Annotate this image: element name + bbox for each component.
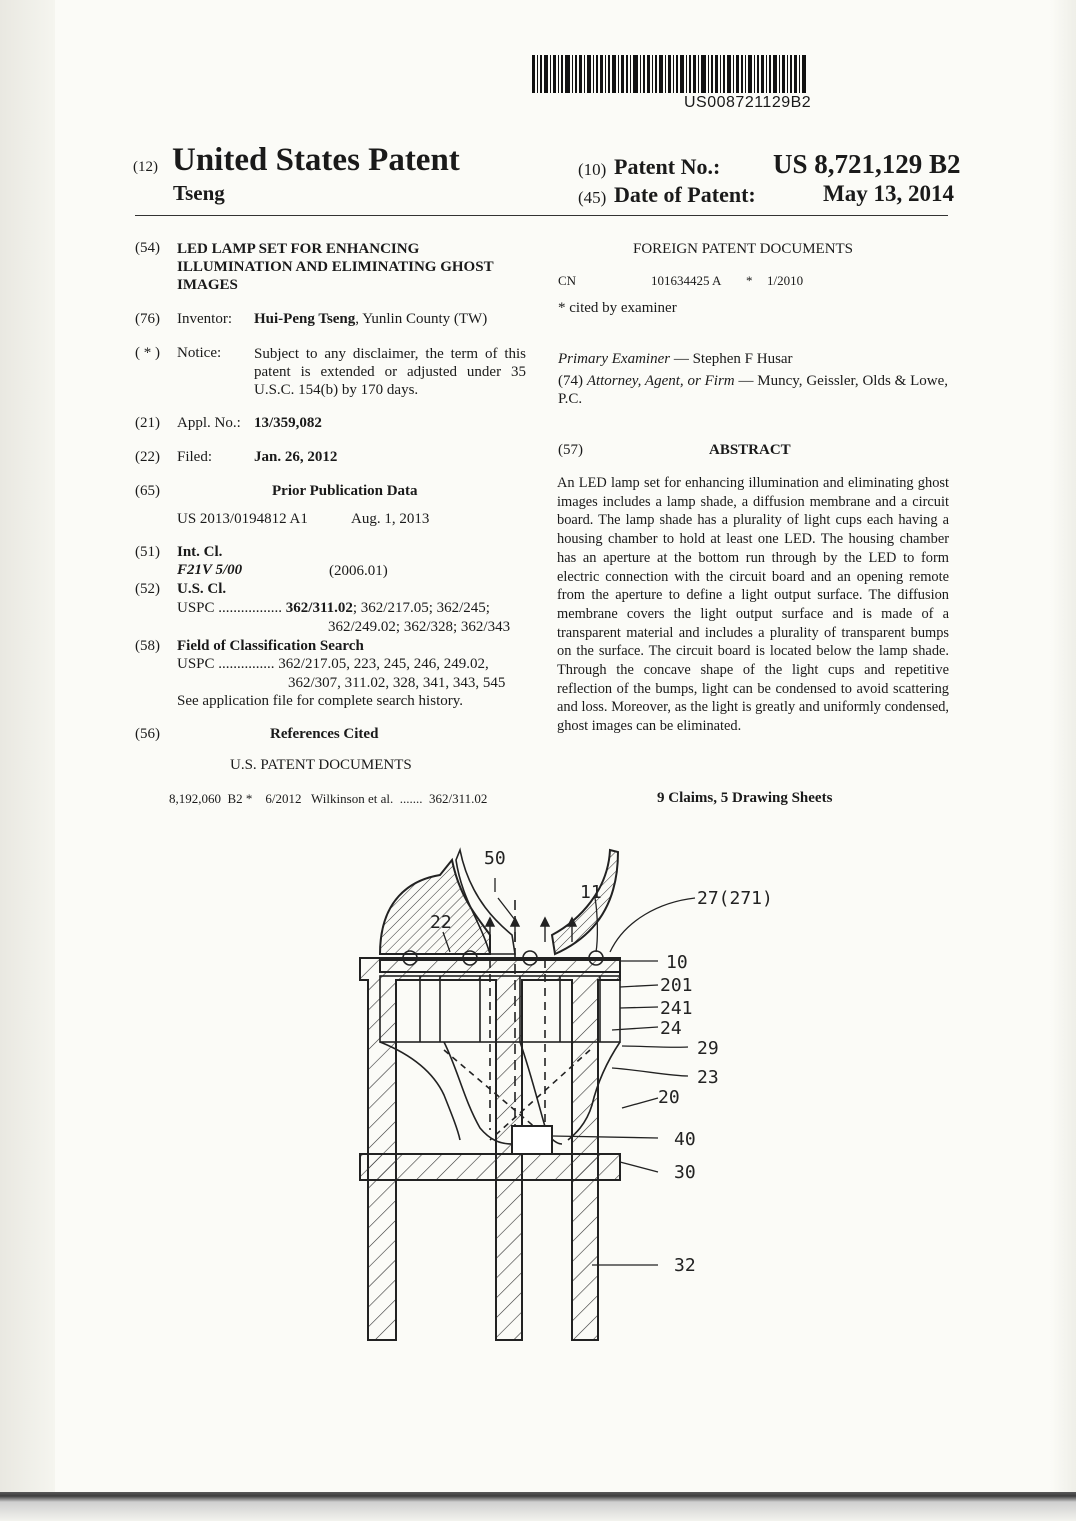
foreign-star: * (746, 273, 753, 288)
inventor-location: , Yunlin County (TW) (355, 311, 488, 327)
field-search-label: Field of Classification Search (177, 638, 364, 654)
filed-label: Filed: (177, 449, 213, 465)
invention-title: LED LAMP SET FOR ENHANCING ILLUMINATION AND ELIMINATING GHOST IMAGES (177, 241, 494, 293)
led (512, 1126, 552, 1154)
appl-no-label: Appl. No.: (177, 415, 241, 431)
attorney-code: (74) (558, 373, 583, 389)
code-56: (56) (135, 726, 160, 742)
prior-publication-date: Aug. 1, 2013 (351, 511, 430, 527)
patent-no-label: Patent No.: (614, 154, 721, 179)
page-right-edge (1050, 0, 1076, 1521)
field-search-note: See application file for complete search history. (177, 693, 464, 709)
field-search-classes-1: 362/217.05, 223, 245, 246, 249.02, (278, 656, 489, 672)
us-cl-uspc: USPC (177, 600, 215, 616)
barcode (532, 55, 948, 93)
code-76: (76) (135, 311, 160, 327)
field-search-classes-2: 362/307, 311.02, 328, 341, 343, 545 (288, 675, 506, 691)
code-65: (65) (135, 483, 160, 499)
claims-summary: 9 Claims, 5 Drawing Sheets (657, 790, 833, 806)
attorney-name: — Muncy, Geissler, Olds & Lowe, P.C. (558, 373, 948, 407)
filed-date: Jan. 26, 2012 (254, 449, 338, 465)
prior-publication-number: US 2013/0194812 A1 (177, 511, 308, 527)
reference-row: 8,192,060 B2 * 6/2012 Wilkinson et al. ....... 362/311.02 (169, 791, 488, 806)
code-52: (52) (135, 581, 160, 597)
code-57: (57) (558, 442, 583, 458)
page-bottom-edge (0, 1492, 1076, 1521)
us-cl-rest-2: 362/249.02; 362/328; 362/343 (328, 619, 511, 635)
us-patent-docs-heading: U.S. PATENT DOCUMENTS (230, 757, 412, 773)
patent-number: US 8,721,129 B2 (773, 149, 961, 179)
notice-label: Notice: (177, 345, 222, 361)
prior-publication-heading: Prior Publication Data (272, 483, 418, 499)
field-search-dots: ............... (218, 656, 275, 672)
us-cl-rest-1: ; 362/217.05; 362/245; (352, 600, 490, 616)
circuit-board (360, 1154, 620, 1180)
code-58: (58) (135, 638, 160, 654)
int-cl-class: F21V 5/00 (177, 562, 243, 578)
us-cl-dots: ................. (218, 600, 283, 616)
date-label: Date of Patent: (614, 182, 756, 207)
examiner-name: — Stephen F Husar (670, 351, 793, 367)
notice-code: ( * ) (135, 345, 160, 361)
code-10: (10) (578, 160, 607, 179)
code-54: (54) (135, 240, 160, 256)
patent-date: May 13, 2014 (823, 181, 954, 206)
label-32: 32 (674, 1255, 696, 1276)
patent-figure (340, 840, 800, 1350)
document-title: United States Patent (172, 142, 460, 178)
foreign-country: CN (558, 273, 577, 288)
label-23: 23 (697, 1067, 719, 1088)
foreign-number: 101634425 A (651, 273, 722, 288)
appl-no: 13/359,082 (254, 415, 322, 431)
examiner-label: Primary Examiner (558, 351, 671, 367)
code-21: (21) (135, 415, 160, 431)
foreign-date: 1/2010 (767, 273, 804, 288)
attorney-block (558, 372, 948, 408)
examiner-line (558, 351, 793, 368)
inventor-line (254, 311, 487, 328)
code-22: (22) (135, 449, 160, 465)
code-51: (51) (135, 544, 160, 560)
header-rule (135, 215, 948, 216)
inventor-label: Inventor: (177, 311, 232, 327)
abstract-heading: ABSTRACT (709, 442, 791, 458)
label-20: 20 (658, 1087, 680, 1108)
label-241: 241 (660, 998, 693, 1019)
label-10: 10 (666, 952, 688, 973)
cited-by-examiner-note: * cited by examiner (558, 300, 677, 316)
us-cl-label: U.S. Cl. (177, 581, 227, 597)
notice-text: Subject to any disclaimer, the term of this patent is extended or adjusted under 35 U.S.C. 154(b) by 170 days. (254, 346, 526, 398)
barcode-number: US008721129B2 (684, 94, 812, 111)
foreign-docs-heading: FOREIGN PATENT DOCUMENTS (633, 241, 854, 257)
label-50: 50 (484, 848, 506, 869)
code-45: (45) (578, 188, 607, 207)
int-cl-year: (2006.01) (329, 563, 388, 579)
label-11: 11 (580, 882, 602, 903)
us-cl-main: 362/311.02 (285, 600, 353, 616)
field-search-uspc: USPC (177, 656, 215, 672)
abstract-text: An LED lamp set for enhancing illumination and eliminating ghost images includes a lamp shade, a diffusion membrane and a circuit board. The lamp shade has a plurality of light cups each having a housing chamber to hold at least one LED. The housing chamber has an aperture at the bottom run through by the LED to form electric connection with the circuit board and an opening remote from the aperture to define a light output surface. The diffusion membrane covers the light output surface and is made of a transparent material and includes a plurality of transparent bumps on the surface. The circuit board is located below the lamp shade. Through the concave shape of the light cups and repetitive reflection of the bumps, light can be condensed to avoid scattering and loss. Moreover, as the light is greatly and uniformly condensed, ghost images can be eliminated. (557, 475, 949, 735)
inventor-surname: Tseng (173, 181, 225, 205)
attorney-label: Attorney, Agent, or Firm (586, 373, 735, 389)
label-22: 22 (430, 912, 452, 933)
label-29: 29 (697, 1038, 719, 1059)
label-201: 201 (660, 975, 693, 996)
page-spine-shadow (0, 0, 55, 1521)
label-27-271: 27(271) (697, 888, 773, 909)
heat-sink (360, 958, 620, 1340)
label-30: 30 (674, 1162, 696, 1183)
label-40: 40 (674, 1129, 696, 1150)
int-cl-label: Int. Cl. (177, 544, 223, 560)
code-12: (12) (133, 159, 158, 175)
us-cl-line-1 (177, 600, 490, 617)
label-24: 24 (660, 1018, 682, 1039)
field-search-line-1 (177, 656, 489, 673)
references-heading: References Cited (270, 726, 379, 742)
inventor-name: Hui-Peng Tseng (254, 311, 356, 327)
